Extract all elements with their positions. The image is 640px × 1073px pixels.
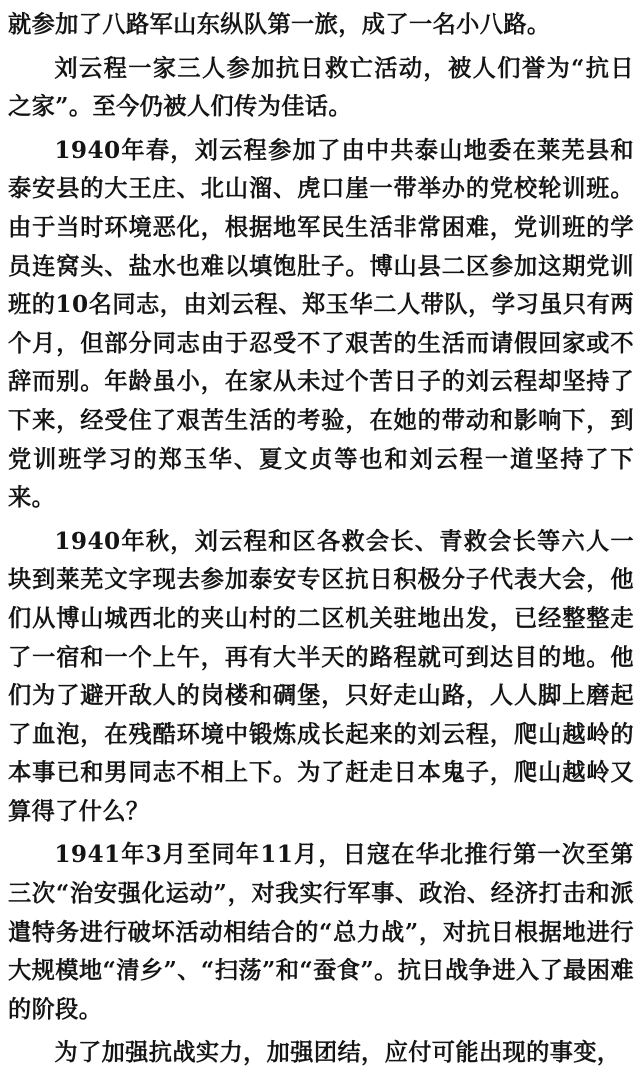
paragraph-5: 1941年3月至同年11月，日寇在华北推行第一次至第三次“治安强化运动”，对我实行军事、政治、经济打击和派遣特务进行破坏活动相结合的“总力战”，对抗日根据地进行大规模地“清乡”、“扫荡”和“蚕食”。抗日战争进入了最困难的阶段。 bbox=[8, 841, 634, 1023]
paragraph-3: 1940年春，刘云程参加了由中共泰山地委在莱芜县和泰安县的大王庄、北山溜、虎口崖一带举办的党校轮训班。由于当时环境恶化，根据地军民生活非常困难，党训班的学员连窝头、盐水也难以填饱肚子。博山县二区参加这期党训班的10名同志，由刘云程、郑玉华二人带队，学习虽只有两个月，但部分同志由于忍受不了艰苦的生活而请假回家或不辞而别。年龄虽小，在家从未过个苦日子的刘云程却坚持了下来，经受住了艰苦生活的考验，在她的带动和影响下，到党训班学习的郑玉华、夏文贞等也和刘云程一道坚持了下来。 bbox=[8, 136, 634, 512]
paragraph-2: 刘云程一家三人参加抗日救亡活动，被人们誉为“抗日之家”。至今仍被人们传为佳话。 bbox=[8, 54, 634, 121]
paragraph-4: 1940年秋，刘云程和区各救会长、青救会长等六人一块到莱芜文字现去参加泰安专区抗日积极分子代表大会，他们从博山城西北的夹山村的二区机关驻地出发，已经整整走了一宿和一个上午，再有大半天的路程就可到达目的地。他们为了避开敌人的岗楼和碉堡，只好走山路，人人脚上磨起了血泡，在残酷环境中锻炼成长起来的刘云程，爬山越岭的本事已和男同志不相上下。为了赶走日本鬼子，爬山越岭又算得了什么？ bbox=[8, 527, 634, 825]
paragraph-1: 就参加了八路军山东纵队第一旅，成了一名小八路。 bbox=[8, 11, 551, 38]
paragraph-6: 为了加强抗战实力，加强团结，应付可能出现的事变， bbox=[54, 1039, 621, 1067]
